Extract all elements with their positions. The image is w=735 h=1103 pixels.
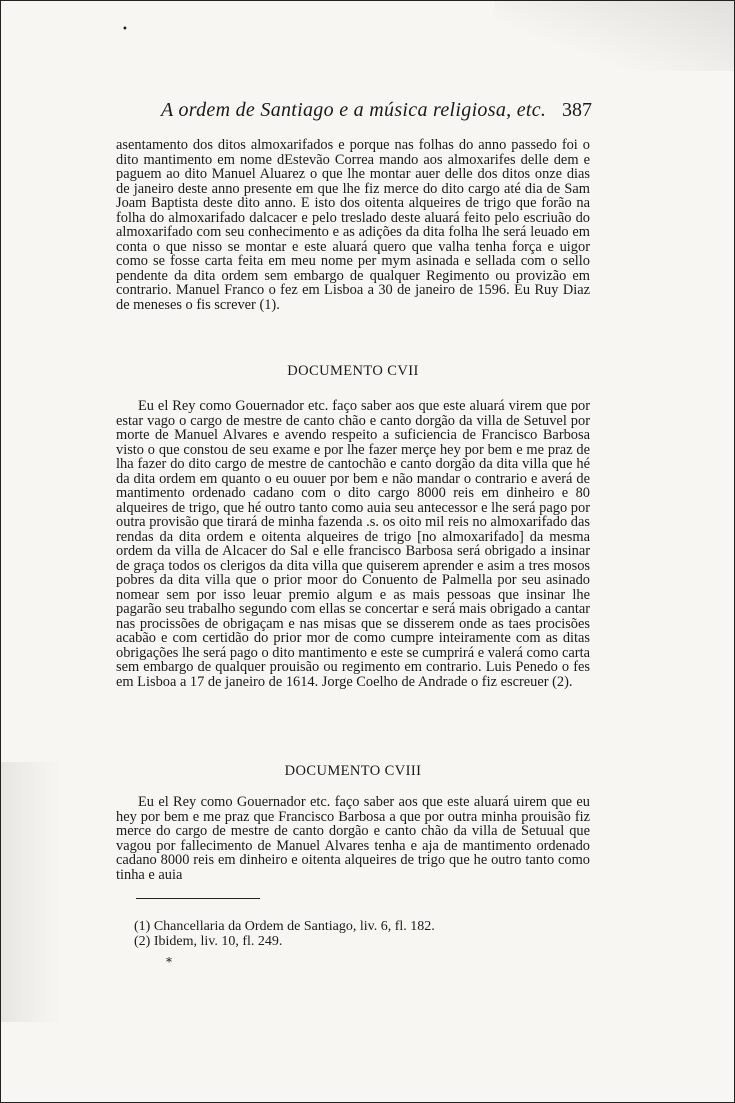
footnotes [134, 919, 534, 949]
running-title: A ordem de Santiago e a música religiosa, etc. [161, 99, 547, 121]
footnote-2: (2) Ibidem, liv. 10, fl. 249. [134, 934, 283, 949]
document-cvii-text: Eu el Rey como Gouernador etc. faço saber aos que este aluará virem que por estar vago o cargo de mestre de canto chão e canto dorgão da villa de Setuvel por morte de Manuel Alvares e avendo respeito a suficiencia de Francisco Barbosa visto o que constou de seu exame e por lhe fazer merçe hey por bem e me praz de lha fazer do dito cargo de mestre de cantochão e canto dorgão da dita villa que hé da dita ordem em quanto o eu ouuer por bem e não mandar o contrario e averá de mantimento ordenado cadano com o dito cargo 8000 reis em dinheiro e 80 alqueires de trigo, que hé outro tanto como auia seu antecessor e lhe será pago por outra provisão que tirará de minha fazenda .s. os oito mil reis no almoxarifado das rendas da dita ordem e oitenta alqueires de trigo [no almoxarifado] da mesma ordem da villa de Alcacer do Sal e elle francisco Barbosa será obrigado a insinar de graça todos os clerigos da dita villa que quiserem aprender e asim a tres mosos pobres da dita villa que o prior moor do Conuento de Palmella por seu asinado nomear sem por isso leuar premio algum e as mais pessoas que insinar lhe pagarão seu trabalho segundo com ellas se concertar e será mais obrigado a cantar nas procissões de obrigaçam e nas misas que se disserem onde as taes procisões acabão e com certidão do prior mor de como cumpre inteiramente com as ditas obrigações lhe será pago o dito mantimento e este se cumprirá e valerá como carta sem embargo de qualquer prouisão ou regimento em contrario. Luis Penedo o fes em Lisboa a 17 de janeiro de 1614. Jorge Coelho de Andrade o fiz escreuer (2). [116, 398, 590, 690]
document-cviii-text: Eu el Rey como Gouernador etc. faço saber aos que este aluará uirem que eu hey por bem e me praz que Francisco Barbosa a que por outra minha prouisão fiz merce do cargo de mestre de canto dorgão e canto chão da villa de Setuual que vagou por fallecimento de Manuel Alvares tenha e aja de mantimento ordenado cadano 8000 reis em dinheiro e oitenta alqueires de trigo que he outro tanto como tinha e auia [116, 794, 590, 883]
scan-shadow-left [1, 762, 61, 1022]
intro-text: asentamento dos ditos almoxarifados e porque nas folhas do anno passedo foi o dito mantimento em nome dEstevão Correa mando aos almoxarifes delle dem e paguem ao dito Manuel Aluarez o que lhe montar auer delle dos ditos onze dias de janeiro deste anno presente em que lhe fiz merce do dito cargo até dia de Sam Joam Baptista deste dito anno. E isto dos oitenta alqueires de trigo que forão na folha do almoxarifado dalcacer e pelo treslado deste aluará feito pelo escriuão do almoxarifado com seu conhecimento e as adições da dita folha lhe será leuado em conta o que nisso se montar e este aluará quero que valha tenha força e uigor como se fosse carta feita em meu nome per mym asinada e sellada com o sello pendente da dita ordem sem embargo de qualquer Regimento ou provizão em contrario. Manuel Franco o fez em Lisboa a 30 de janeiro de 1596. Eu Ruy Diaz de meneses o fis screver (1). [116, 137, 590, 313]
asterisk-mark: * [166, 955, 172, 969]
document-cviii-body [116, 795, 590, 882]
scan-shadow-top [494, 1, 734, 71]
intro-paragraph [116, 138, 590, 312]
stray-mark: • [122, 24, 128, 35]
footnote-divider [136, 898, 260, 899]
document-heading-cvii: DOCUMENTO CVII [287, 363, 419, 379]
page-number: 387 [562, 99, 592, 121]
document-cvii-body [116, 399, 590, 689]
document-heading-cviii: DOCUMENTO CVIII [284, 763, 422, 779]
footnote-1: (1) Chancellaria da Ordem de Santiago, liv. 6, fl. 182. [134, 919, 435, 934]
